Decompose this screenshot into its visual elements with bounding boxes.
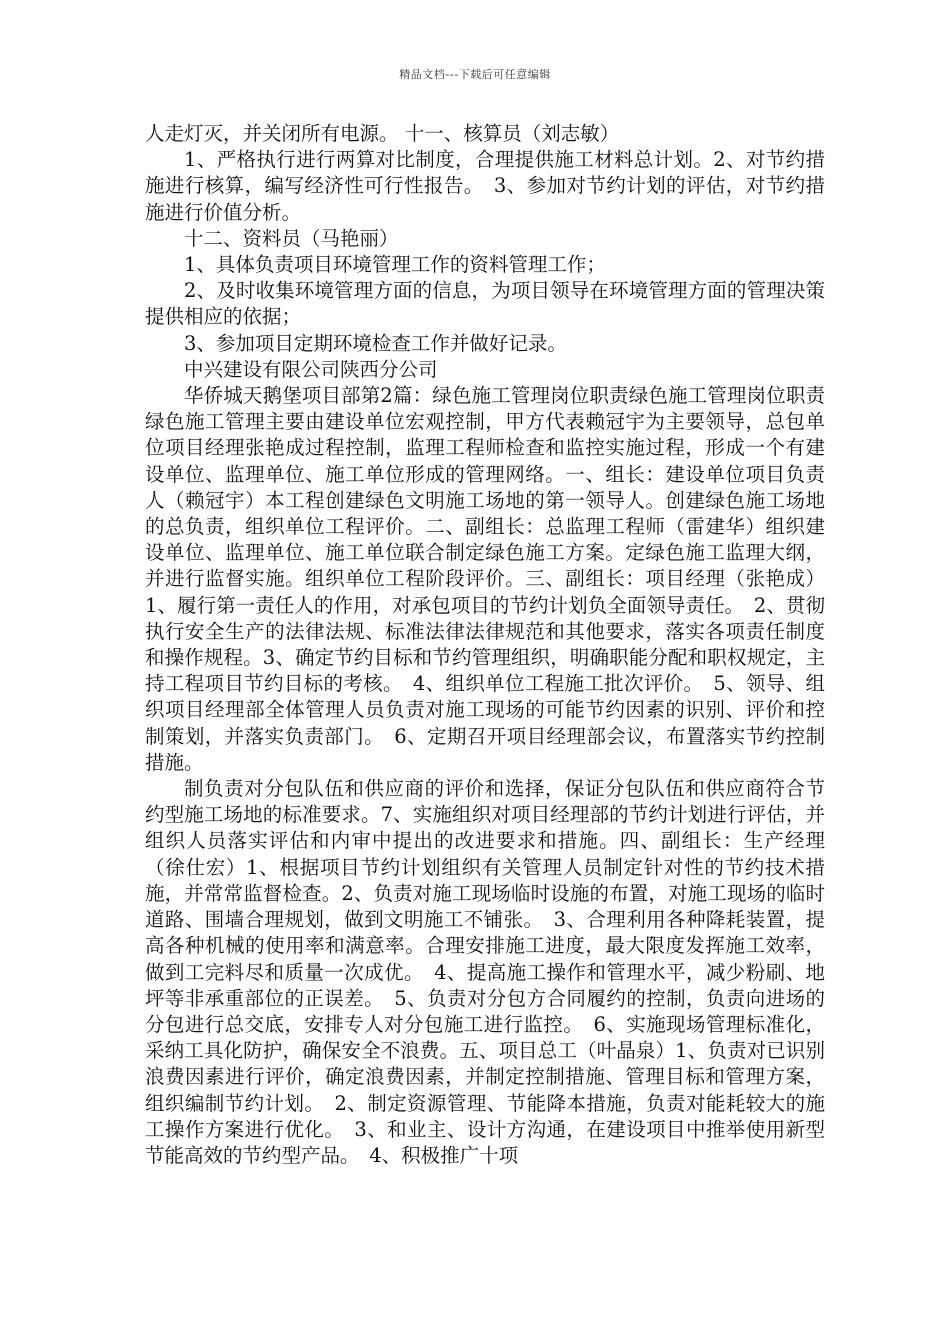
paragraph: 人走灯灭，并关闭所有电源。 十一、核算员（刘志敏） — [145, 122, 620, 145]
page-header: 精品文档---下载后可任意编辑 — [399, 68, 551, 81]
paragraph: 1、严格执行进行两算对比制度，合理提供施工材料总计划。2、对节约措施进行核算，编写经济性可行性报告。 3、参加对节约计划的评估，对节约措施进行价值分析。 — [145, 148, 825, 224]
document-body — [145, 121, 825, 1169]
paragraph: 3、参加项目定期环境检查工作并做好记录。 — [184, 331, 567, 355]
paragraph: 制负责对分包队伍和供应商的评价和选择，保证分包队伍和供应商符合节约型施工场地的标准要求。7、实施组织对项目经理部的节约计划进行评估，并组织人员落实评估和内审中提出的改进要求和措施。四、副组长：生产经理（徐仕宏）1、根据项目节约计划组织有关管理人员制定针对性的节约技术措施，并常常监督检查。2、负责对施工现场临时设施的布置，对施工现场的临时道路、围墙合理规划，做到文明施工不铺张。 3、合理利用各种降耗装置，提高各种机械的使用率和满意率。合理安排施工进度，最大限度发挥施工效率，做到工完料尽和质量一次成优。 4、提高施工操作和管理水平，减少粉刷、地坪等非承重部位的正误差。 5、负责对分包方合同履约的控制，负责向进场的分包进行总交底，安排专人对分包施工进行监控。 6、实施现场管理标准化，采纳工具化防护，确保安全不浪费。五、项目总工（叶晶泉）1、负责对已识别浪费因素进行评价，确定浪费因素，并制定控制措施、管理目标和管理方案，组织编制节约计划。 2、制定资源管理、节能降本措施，负责对能耗较大的施工操作方案进行优化。 3、和业主、设计方沟通，在建设项目中推举使用新型节能高效的节约型产品。 4、积极推广十项 — [145, 777, 825, 1167]
section-heading: 十二、资料员（马艳丽） — [184, 226, 399, 250]
company-name: 中兴建设有限公司陕西分公司 — [184, 357, 438, 381]
paragraph: 1、具体负责项目环境管理工作的资料管理工作； — [184, 253, 606, 277]
paragraph: 华侨城天鹅堡项目部第2篇：绿色施工管理岗位职责绿色施工管理岗位职责绿色施工管理主要由建设单位宏观控制，甲方代表赖冠宇为主要领导，总包单位项目经理张艳成过程控制，监理工程师检查和监控实施过程，形成一个有建设单位、监理单位、施工单位形成的管理网络。一、组长：建设单位项目负责人（赖冠宇）本工程创建绿色文明施工场地的第一领导人。创建绿色施工场地的总负责，组织单位工程评价。二、副组长：总监理工程师（雷建华）组织建设单位、监理单位、施工单位联合制定绿色施工方案。定绿色施工监理大纲，并进行监督实施。组织单位工程阶段评价。三、副组长：项目经理（张艳成）1、履行第一责任人的作用，对承包项目的节约计划负全面领导责任。 2、贯彻执行安全生产的法律法规、标准法律法律规范和其他要求，落实各项责任制度和操作规程。3、确定节约目标和节约管理组织，明确职能分配和职权规定，主持工程项目节约目标的考核。 4、组织单位工程施工批次评价。 5、领导、组织项目经理部全体管理人员负责对施工现场的可能节约因素的识别、评价和控制策划，并落实负责部门。 6、定期召开项目经理部会议，布置落实节约控制措施。 — [145, 384, 825, 774]
paragraph: 2、及时收集环境管理方面的信息，为项目领导在环境管理方面的管理决策提供相应的依据； — [145, 279, 825, 329]
